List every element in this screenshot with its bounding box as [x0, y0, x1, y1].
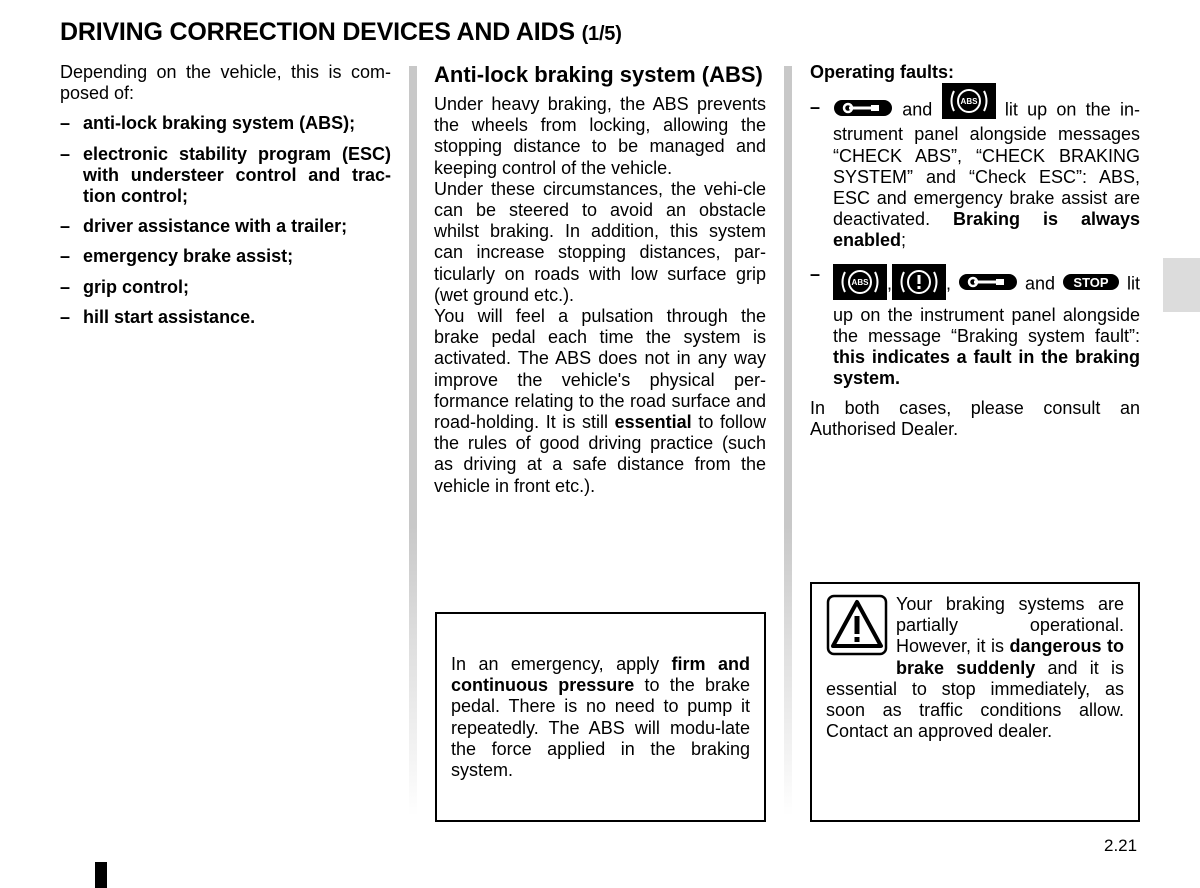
list-item [60, 307, 391, 328]
wrench-icon [833, 99, 893, 122]
column-faults [810, 62, 1140, 440]
title-subtitle: (1/5) [581, 23, 622, 45]
column-abs [434, 62, 766, 497]
emphasis-text: essential [614, 412, 692, 433]
fault-item [810, 97, 1140, 251]
title-text: DRIVING CORRECTION DEVICES AND AIDS [60, 18, 575, 46]
abs-icon-label: ABS [851, 277, 869, 287]
dash: – [810, 97, 821, 118]
list-item-text: anti-lock braking system (ABS); [83, 113, 356, 134]
fault-text: lit up on the instrument panel alongside the message “Braking system fault”: [833, 272, 1140, 347]
abs-icon-label: ABS [960, 97, 978, 107]
warning-box [810, 582, 1140, 822]
column-systems-list [60, 62, 391, 328]
page-number: 2.21 [1104, 836, 1138, 855]
text-run: Your braking systems are partially operational. However, it is [896, 594, 1124, 657]
comma-text: , [887, 272, 893, 293]
stop-icon [1062, 273, 1120, 296]
brake-warning-icon [892, 264, 946, 305]
faults-heading: Operating faults: [810, 62, 955, 82]
emphasis-text: Braking is always enabled [833, 209, 1140, 251]
dash: – [60, 113, 71, 134]
wrench-icon [958, 273, 1018, 296]
and-text: and [902, 99, 933, 120]
text-run: to the brake pedal. There is no need to pump it repeatedly. The ABS will modu-late the force applied in the braking system. [451, 675, 750, 781]
list-item [60, 246, 391, 267]
abs-icon [942, 83, 996, 124]
list-item-text: hill start assistance. [83, 306, 256, 327]
list-item [60, 144, 391, 208]
dash: – [60, 306, 71, 327]
warning-triangle-icon [826, 594, 888, 660]
emphasis-text: firm and continuous pressure [451, 654, 750, 696]
list-item-text: emergency brake assist; [83, 246, 294, 267]
page-title [60, 18, 622, 47]
text-run: In an emergency, apply [451, 654, 672, 674]
dash: – [60, 276, 71, 297]
column-divider-fade [409, 526, 417, 816]
consult-text: In both cases, please consult an Authorised Dealer. [810, 397, 1140, 439]
fault-item [810, 264, 1140, 390]
text-run: You will feel a pulsation through the brake pedal each time the system is activated. The ABS does not in any way improve the vehicle's physical per-formance relating to the road surface and road-holding. It is still [434, 306, 766, 433]
text-run: and it is essential to stop immediately, as soon as traffic conditions allow. Contact an approved dealer. [826, 657, 1124, 742]
column-divider [784, 66, 792, 526]
note-text [451, 654, 750, 781]
column-divider-fade [784, 526, 792, 816]
abs-icon [833, 264, 887, 305]
list-item-text: driver assistance with a trailer; [83, 216, 348, 237]
abs-paragraph: Under heavy braking, the ABS prevents the wheels from locking, allowing the stopping distance to be managed and keeping control of the vehicle. [434, 94, 766, 178]
list-item [60, 113, 391, 134]
and-text: and [1024, 272, 1056, 293]
emergency-note-box [435, 612, 766, 822]
dash: – [810, 263, 821, 284]
abs-paragraph [434, 306, 766, 497]
emphasis-text: this indicates a fault in the braking system. [833, 347, 1140, 389]
fault-text: lit up on the in-strument panel alongside messages “CHECK ABS”, “CHECK BRAKING SYSTEM” and “Check ESC”: ABS, ESC and emergency brake assist are deactivated. [833, 99, 1140, 230]
chapter-tab [1163, 258, 1200, 312]
emphasis-text: dangerous to brake suddenly [896, 636, 1124, 678]
list-item [60, 216, 391, 237]
text-run: to follow the rules of good driving practice (such as driving at a safe distance from the vehicle in front etc.). [434, 412, 766, 496]
intro-text: Depending on the vehicle, this is com-posed of: [60, 62, 391, 104]
corner-marker [95, 862, 107, 888]
column-divider [409, 66, 417, 526]
dash: – [60, 143, 71, 164]
list-item-text: electronic stability program (ESC) with understeer control and trac-tion control; [83, 143, 391, 207]
dash: – [60, 246, 71, 267]
systems-list [60, 113, 391, 328]
stop-icon-label: STOP [1073, 274, 1109, 290]
text-run: ; [901, 230, 907, 251]
dash: – [60, 216, 71, 237]
abs-paragraph: Under these circumstances, the vehi-cle can be steered to avoid an obstacle whilst braking. In addition, this system can increase stopping distances, par-ticularly on roads with low surface grip (wet ground etc.). [434, 178, 766, 305]
list-item-text: grip control; [83, 276, 189, 297]
list-item [60, 277, 391, 298]
section-heading: Anti-lock braking system (ABS) [434, 62, 763, 87]
comma-text: , [946, 272, 952, 293]
